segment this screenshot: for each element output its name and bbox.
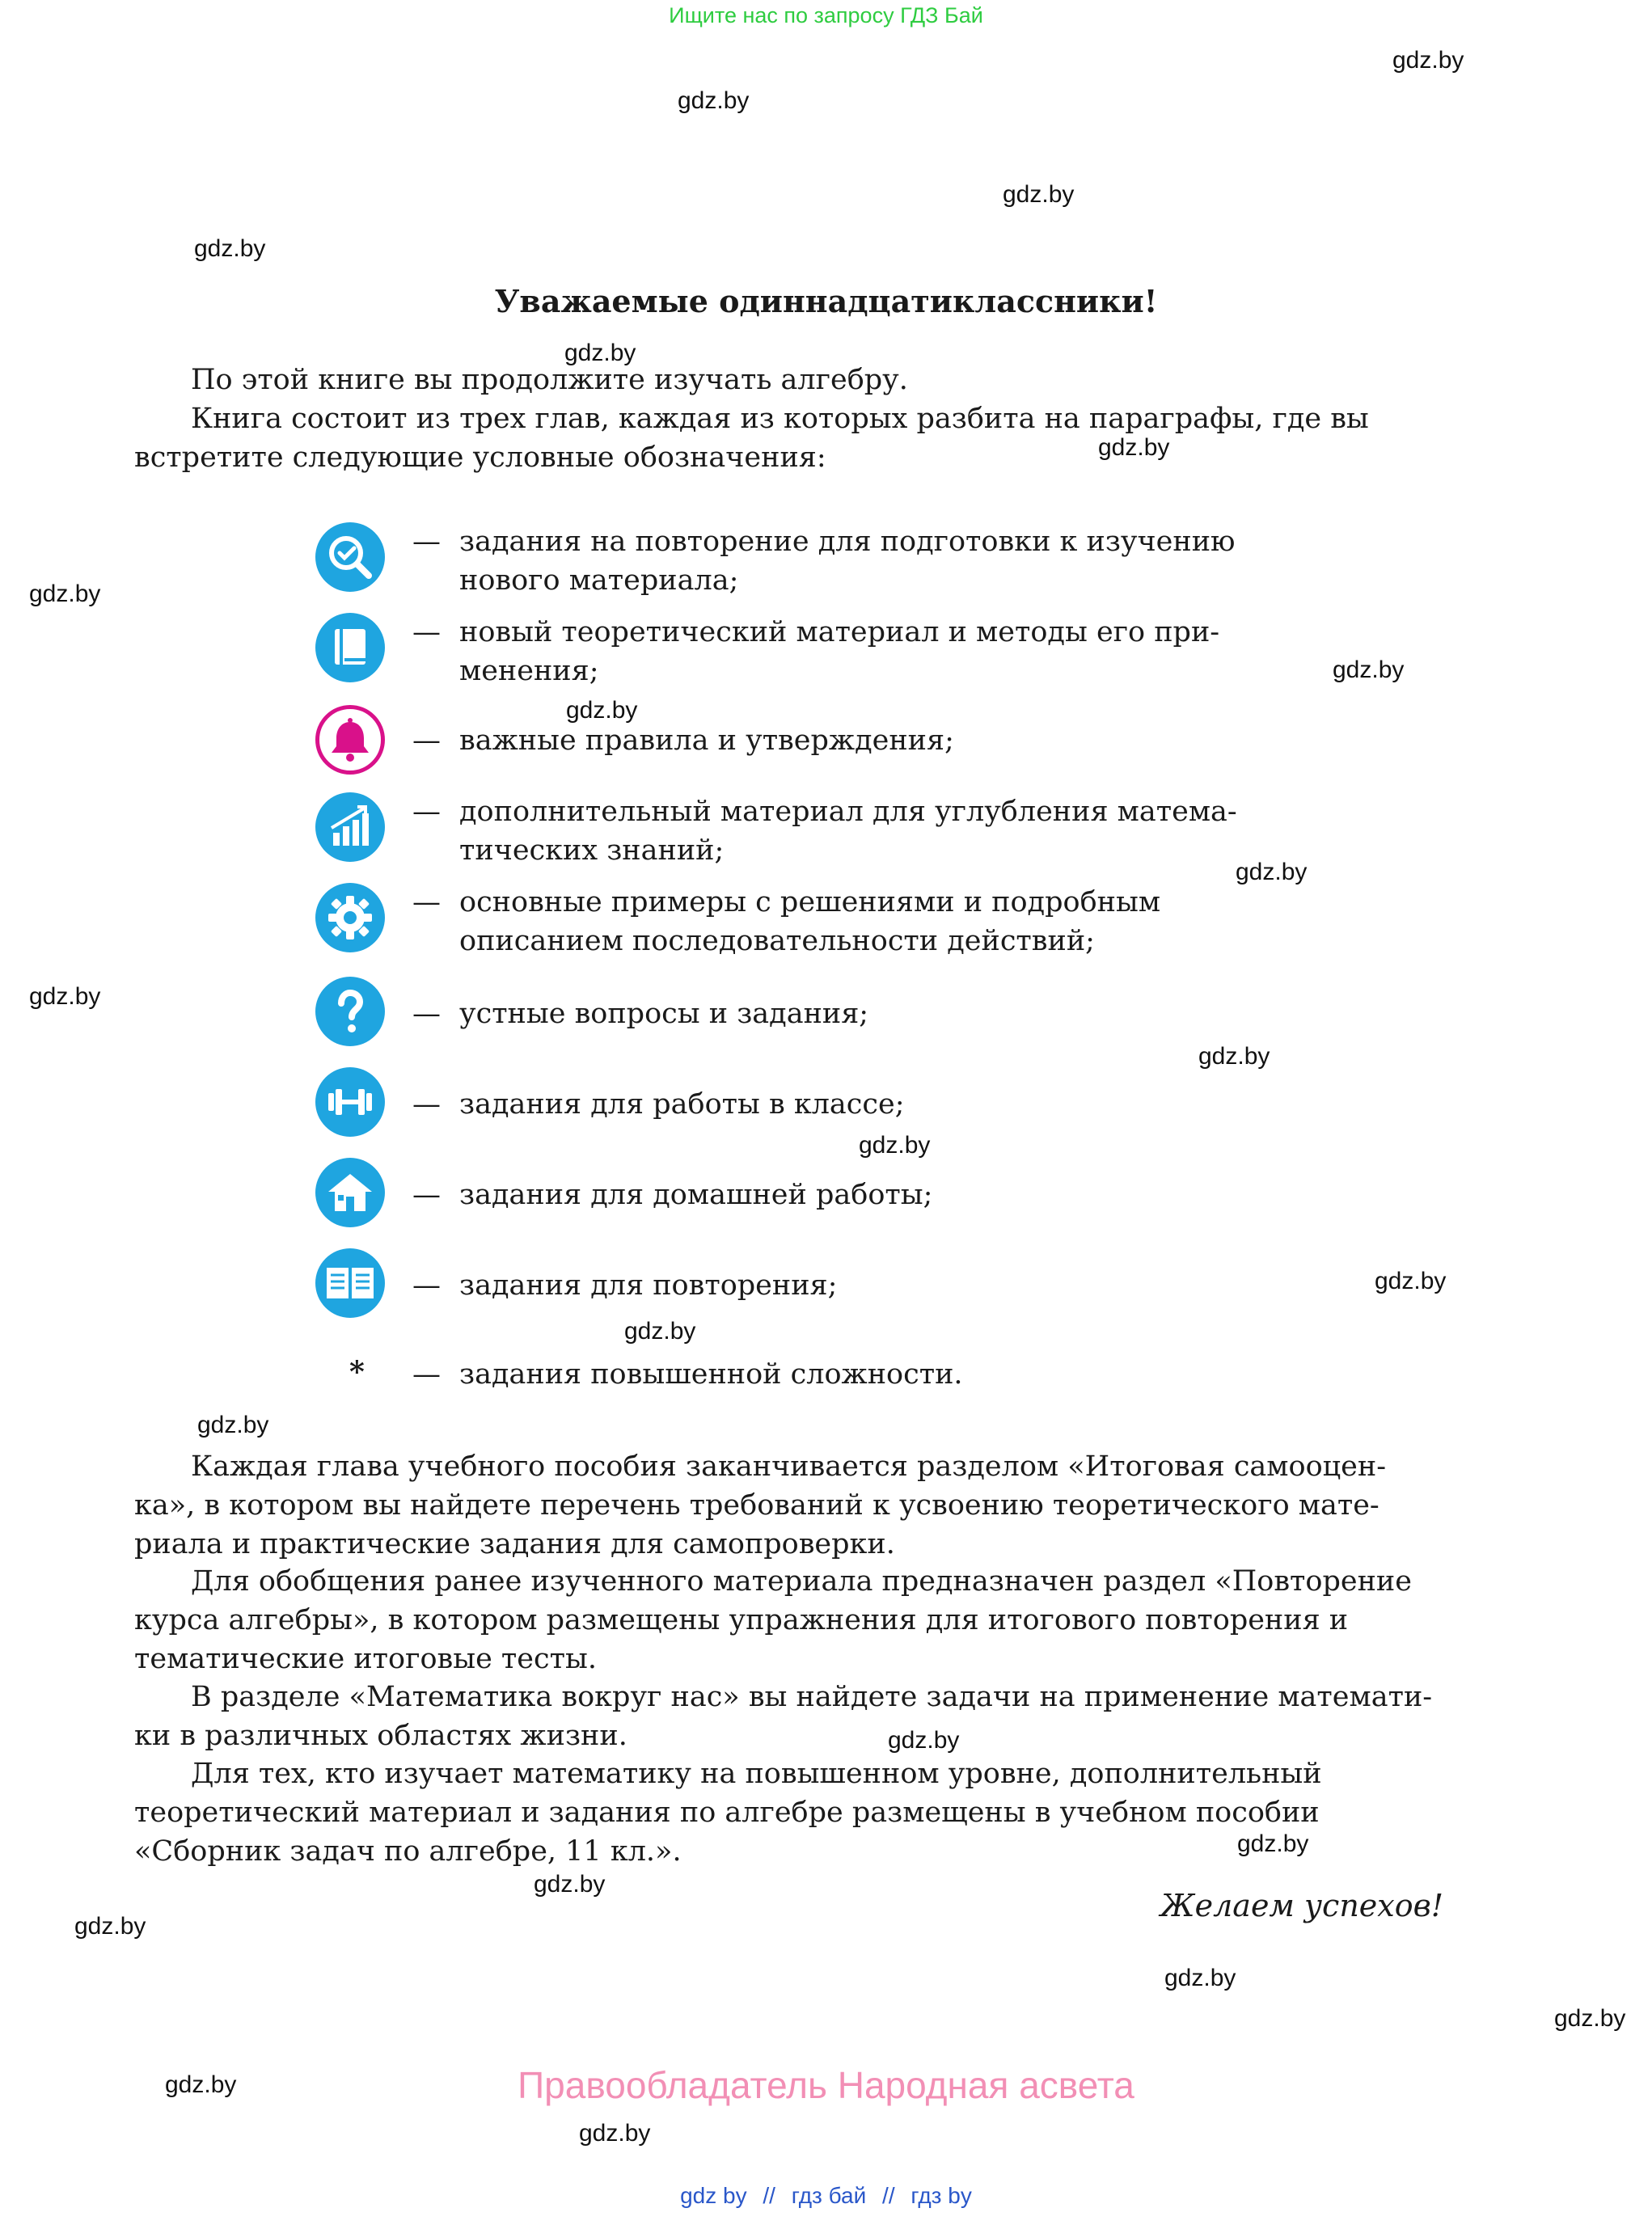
legend-text xyxy=(459,1355,1284,1394)
intro-line: Книга состоит из трех глав, каждая из которых разбита на параграфы, где вы xyxy=(191,403,1369,435)
body-line: ки в различных областях жизни. xyxy=(134,1720,627,1752)
legend-item-extra xyxy=(315,792,1367,873)
legend-text xyxy=(459,994,1284,1033)
body-paragraph xyxy=(134,1447,1444,1564)
book-icon xyxy=(315,613,385,682)
legend-text xyxy=(459,613,1284,690)
body-line: курса алгебры», в котором размещены упражнения для итогового повторения и xyxy=(134,1604,1349,1636)
body-line: «Сборник задач по алгебре, 11 кл.». xyxy=(134,1835,682,1868)
bell-icon xyxy=(315,705,385,775)
asterisk-icon: * xyxy=(349,1355,365,1389)
legend-dash: — xyxy=(412,1269,441,1302)
watermark: gdz.by xyxy=(579,2120,651,2147)
legend-item-rules xyxy=(315,705,1367,775)
watermark: gdz.by xyxy=(859,1132,931,1159)
watermark: gdz.by xyxy=(1198,1043,1270,1070)
body-paragraph xyxy=(134,1754,1444,1871)
watermark: gdz.by xyxy=(194,235,266,262)
watermark: gdz.by xyxy=(165,2071,237,2098)
watermark: gdz.by xyxy=(1003,181,1075,208)
page-title: Уважаемые одиннадцатиклассники! xyxy=(494,283,1158,319)
legend-item-repetition xyxy=(315,1248,1367,1318)
legend-dash: — xyxy=(412,526,441,558)
watermark: gdz.by xyxy=(624,1318,696,1345)
watermark: gdz.by xyxy=(74,1913,146,1940)
watermark: gdz.by xyxy=(197,1412,269,1438)
legend-text xyxy=(459,1176,1284,1214)
watermark: gdz.by xyxy=(1375,1268,1447,1294)
watermark: gdz.by xyxy=(534,1871,606,1898)
link-separator: // xyxy=(882,2183,895,2208)
question-icon xyxy=(315,977,385,1046)
watermark: gdz.by xyxy=(566,697,638,724)
legend-text xyxy=(459,1085,1284,1124)
watermark: gdz.by xyxy=(1554,2005,1626,2032)
legend-item-oral xyxy=(315,977,1367,1046)
magnifier-check-icon xyxy=(315,522,385,592)
legend-line: важные правила и утверждения; xyxy=(459,724,954,757)
gear-icon xyxy=(315,883,385,952)
watermark: gdz.by xyxy=(1392,47,1464,74)
legend-item-classwork xyxy=(315,1067,1367,1137)
legend-line: описанием последовательности действий; xyxy=(459,925,1095,957)
legend-item-homework xyxy=(315,1158,1367,1227)
legend-line: задания для работы в классе; xyxy=(459,1088,905,1121)
watermark: gdz.by xyxy=(888,1727,960,1754)
growth-chart-icon xyxy=(315,792,385,862)
watermark: gdz.by xyxy=(29,983,101,1010)
legend-line: задания повышенной сложности. xyxy=(459,1358,963,1391)
body-line: риала и практические задания для самопроверки. xyxy=(134,1528,895,1560)
house-icon xyxy=(315,1158,385,1227)
legend-item-advanced xyxy=(315,1355,1367,1395)
legend-dash: — xyxy=(412,1088,441,1121)
legend-text xyxy=(459,792,1284,870)
watermark: gdz.by xyxy=(1164,1965,1236,1991)
body-line: теоретический материал и задания по алгебре размещены в учебном пособии xyxy=(134,1796,1320,1829)
dumbbell-icon xyxy=(315,1067,385,1137)
legend-text xyxy=(459,1266,1284,1305)
legend-line: основные примеры с решениями и подробным xyxy=(459,886,1161,918)
legend-item-theory xyxy=(315,613,1367,694)
intro-paragraph xyxy=(134,361,1444,477)
legend-dash: — xyxy=(412,1179,441,1211)
legend-text xyxy=(459,721,1284,760)
legend-line: нового материала; xyxy=(459,564,739,597)
body-line: ка», в котором вы найдете перечень требований к усвоению теоретического мате- xyxy=(134,1489,1379,1522)
legend-line: тических знаний; xyxy=(459,834,725,867)
legend-line: задания для домашней работы; xyxy=(459,1179,933,1211)
legend-dash: — xyxy=(412,616,441,648)
watermark: gdz.by xyxy=(1098,434,1170,461)
watermark: gdz.by xyxy=(1333,657,1405,683)
body-line: В разделе «Математика вокруг нас» вы найдете задачи на применение математи- xyxy=(191,1681,1433,1713)
legend-text xyxy=(459,883,1284,961)
watermark: gdz.by xyxy=(1236,859,1308,885)
top-banner: Ищите нас по запросу ГДЗ Бай xyxy=(669,3,983,27)
legend-line: менения; xyxy=(459,655,599,687)
legend-dash: — xyxy=(412,1358,441,1391)
link-separator: // xyxy=(763,2183,775,2208)
body-paragraph xyxy=(134,1562,1444,1678)
legend-dash: — xyxy=(412,998,441,1030)
legend-line: задания на повторение для подготовки к изучению xyxy=(459,526,1236,558)
open-book-icon xyxy=(315,1248,385,1318)
legend-line: задания для повторения; xyxy=(459,1269,838,1302)
bottom-links xyxy=(0,2183,1652,2209)
link-gdz-by-mixed[interactable]: гдз by xyxy=(911,2183,972,2208)
link-gdz-bai[interactable]: гдз бай xyxy=(791,2183,867,2208)
intro-line: По этой книге вы продолжите изучать алгебру. xyxy=(191,364,908,396)
link-gdz-by[interactable]: gdz by xyxy=(680,2183,747,2208)
legend-line: устные вопросы и задания; xyxy=(459,998,869,1030)
body-line: Для обобщения ранее изученного материала предназначен раздел «Повторение xyxy=(191,1565,1412,1598)
watermark: gdz.by xyxy=(564,340,636,366)
body-paragraph xyxy=(134,1678,1444,1755)
legend-dash: — xyxy=(412,796,441,828)
body-line: Каждая глава учебного пособия заканчивается разделом «Итоговая самооцен- xyxy=(191,1450,1387,1483)
watermark: gdz.by xyxy=(29,581,101,607)
watermark: gdz.by xyxy=(1237,1830,1309,1857)
copyright-notice: Правообладатель Народная асвета xyxy=(518,2064,1134,2106)
legend-line: новый теоретический материал и методы его при- xyxy=(459,616,1220,648)
body-line: тематические итоговые тесты. xyxy=(134,1643,597,1675)
legend-line: дополнительный материал для углубления матема- xyxy=(459,796,1237,828)
body-line: Для тех, кто изучает математику на повышенном уровне, дополнительный xyxy=(191,1758,1322,1790)
legend-text xyxy=(459,522,1284,600)
legend-item-examples xyxy=(315,883,1367,964)
legend-dash: — xyxy=(412,724,441,757)
closing-wish: Желаем успехов! xyxy=(1160,1888,1443,1923)
intro-line: встретите следующие условные обозначения: xyxy=(134,441,826,474)
watermark: gdz.by xyxy=(678,87,750,114)
legend-dash: — xyxy=(412,886,441,918)
legend-item-review xyxy=(315,522,1367,603)
